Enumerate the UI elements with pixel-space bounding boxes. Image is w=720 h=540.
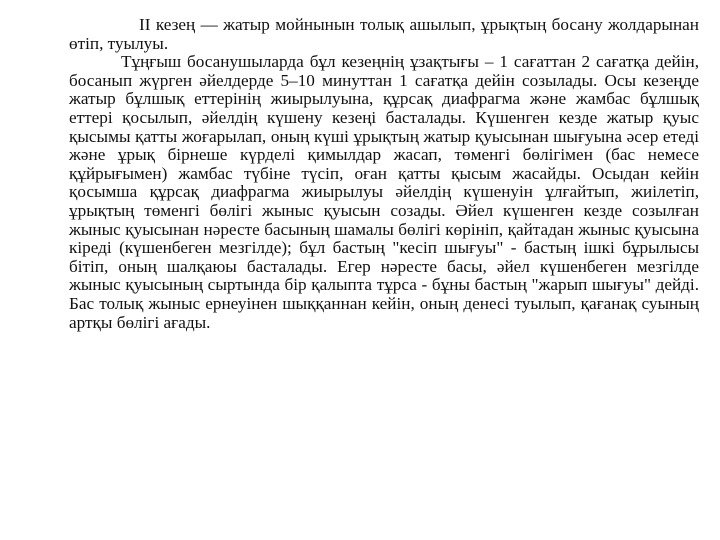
paragraph-stage-heading: ІІ кезең — жатыр мойнынын толық ашылып, ұрықтың босану жолдарынан өтіп, туылуы. xyxy=(69,15,699,53)
document-page xyxy=(69,16,699,332)
paragraph-stage-body: Тұңғыш босанушыларда бұл кезеңнің ұзақтығы – 1 сағаттан 2 сағатқа дейін, босанып жүрген әйелдерде 5–10 минуттан 1 сағатқа дейін созылады. Осы кезеңде жатыр бұлшық еттерінің жиырылуына, құрсақ диафрагма және жамбас бұлшық еттері қосылып, әйелдің күшену кезеңі басталады. Күшенген кезде жатыр қуыс қысымы қатты жоғарылап, оның күші ұрықтың жатыр қуысынан шығуына әсер етеді және ұрық бірнеше күрделі қимылдар жасап, төменгі бөлігімен (бас немесе құйрығымен) жамбас түбіне түсіп, оған қатты қысым жасайды. Осыдан кейін қосымша құрсақ диафрагма жиырылуы әйелдің күшенуін ұлғайтып, жиілетіп, ұрықтың төменгі бөлігі жыныс қуысын созады. Әйел күшенген кезде созылған жыныс қуысынан нәресте басының шамалы бөлігі көрініп, қайтадан жыныс қуысына кіреді (күшенбеген мезгілде); бұл бастың "кесіп шығуы" - бастың ішкі бұрылысы бітіп, оның шалқаюы басталады. Егер нәресте басы, әйел күшенбеген мезгілде жыныс қуысының сыртында бір қалыпта тұрса - бұны бастың "жарып шығуы" дейді. Бас толық жыныс ернеуінен шыққаннан кейін, оның денесі туылып, қағанақ суының артқы бөлігі ағады. xyxy=(69,52,699,332)
